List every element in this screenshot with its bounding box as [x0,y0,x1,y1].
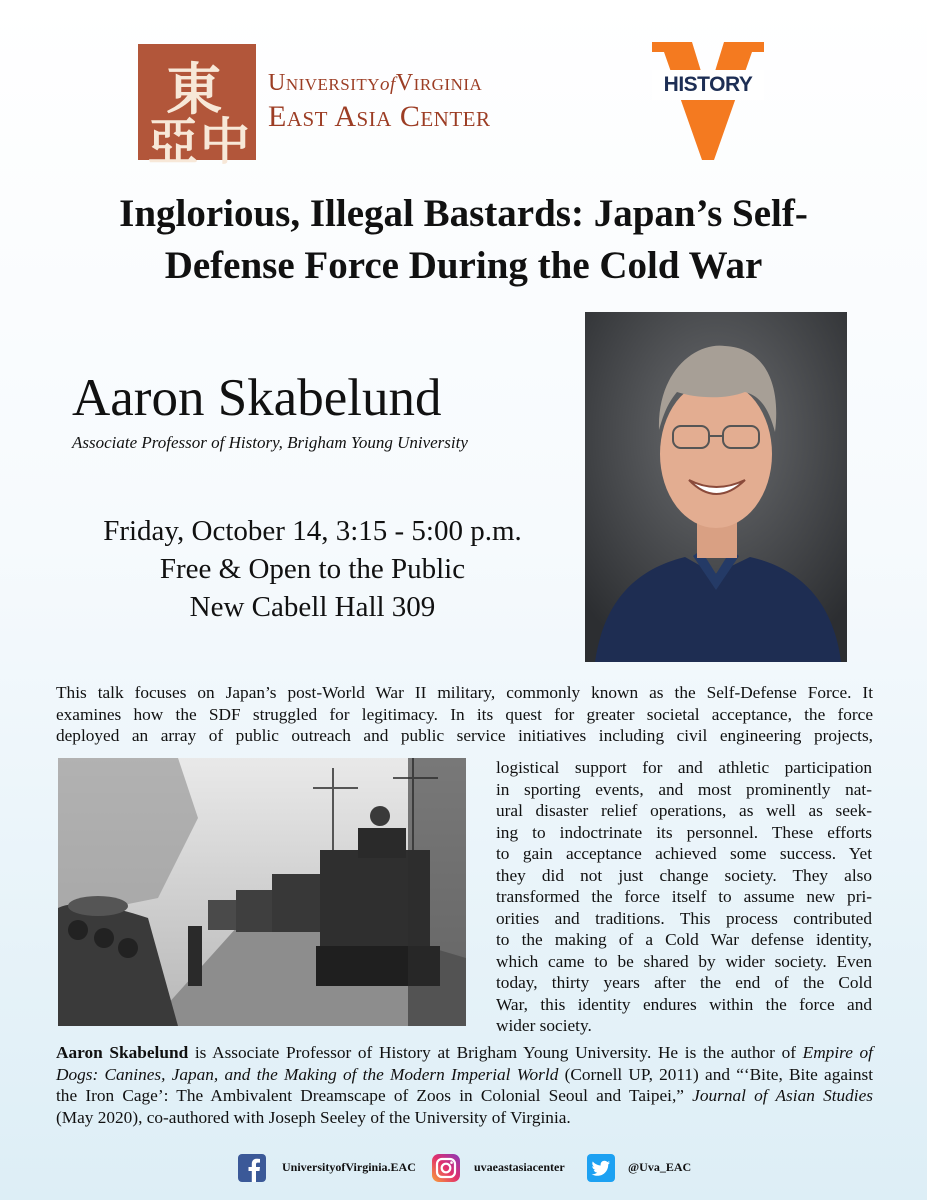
bio-speaker-name: Aaron Skabelund [56,1043,189,1062]
eac-university-name: UniversityofVirginia [268,70,483,96]
east-asia-center-seal-logo: 東 亞 中 [138,44,256,160]
event-title-line-2: Defense Force During the Cold War [164,244,763,287]
abstract-line: ing to indoctrinate its personnel. These efforts [496,822,872,842]
abstract-line: War, this identity endures within the force and [496,994,872,1014]
abstract-line: ural disaster relief operations, as well as seek- [496,801,872,820]
tank-parade-photo [58,758,466,1026]
instagram-handle[interactable]: uvaeastasiacenter [474,1160,565,1174]
abstract-line: they did not just change society. They also [496,865,872,885]
twitter-icon[interactable] [587,1154,615,1182]
event-location: New Cabell Hall 309 [189,591,436,623]
abstract-line: This talk focuses on Japan’s post-World War II military, commonly known as the Self-Defense Force. It [56,683,873,702]
instagram-icon[interactable] [432,1154,460,1182]
abstract-line: to the making of a Cold War defense identity, [496,930,872,949]
abstract-line: in sporting events, and most prominently nat- [496,779,872,799]
bio-line: the Iron Cage’: The Ambivalent Dreamscape of Zoos in Colonial Seoul and Taipei,” Journal of Asian Studies [56,1086,873,1105]
abstract-line: logistical support for and athletic participation [496,758,872,777]
abstract-line: to gain acceptance achieved some success. Yet [496,844,872,863]
abstract-line: wider society. [496,1016,592,1035]
facebook-handle[interactable]: UniversityofVirginia.EAC [282,1160,416,1174]
speaker-bio [56,1042,873,1128]
abstract-continued [496,757,872,1037]
abstract-line: examines how the SDF struggled for legitimacy. In its quest for greater societal acceptance, the force [56,704,873,724]
event-admission: Free & Open to the Public [159,553,466,585]
abstract-line: today, thirty years after the end of the Cold [496,973,872,992]
event-date-time: Friday, October 14, 3:15 - 5:00 p.m. [103,515,522,547]
eac-center-name: East Asia Center [268,100,491,133]
speaker-portrait-photo [585,312,847,662]
history-logo-text: HISTORY [663,73,753,96]
bio-line: Dogs: Canines, Japan, and the Making of the Modern Imperial World (Cornell UP, 2011) and “‘Bite, Bite against [56,1064,873,1084]
history-v-logo [652,42,764,160]
speaker-name: Aaron Skabelund [72,369,442,427]
abstract-line: deployed an array of public outreach and public service initiatives including civil engineering projects, [56,726,873,745]
facebook-icon[interactable] [238,1154,266,1182]
event-title [20,188,907,292]
abstract-line: which came to be shared by wider society. Even [496,951,872,971]
abstract-intro [56,682,873,747]
event-title-line-1: Inglorious, Illegal Bastards: Japan’s Self- [119,192,808,235]
bio-line: (May 2020), co-authored with Joseph Seeley of the University of Virginia. [56,1107,571,1127]
abstract-line: transformed the force itself to assume new pri- [496,887,872,906]
speaker-affiliation: Associate Professor of History, Brigham Young University [72,433,468,452]
abstract-line: orities and traditions. This process contributed [496,908,872,928]
twitter-handle[interactable]: @Uva_EAC [628,1160,692,1174]
bio-line: Aaron Skabelund is Associate Professor of History at Brigham Young University. He is the author of Empire of [56,1043,873,1062]
